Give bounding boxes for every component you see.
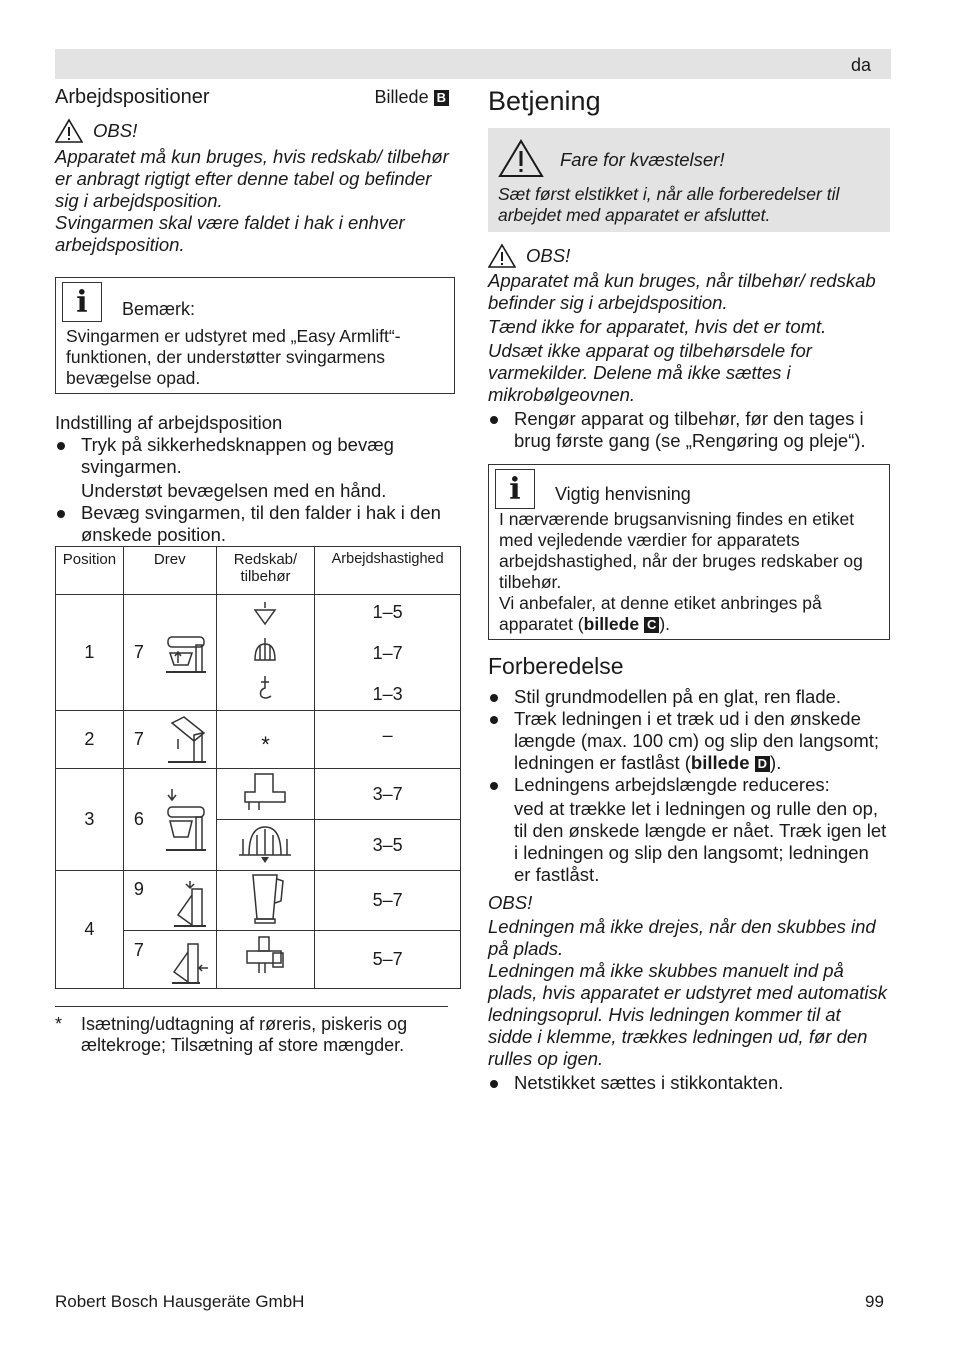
note-title: Vigtig henvisning	[555, 483, 691, 504]
tool-cell	[216, 595, 315, 711]
left-column	[55, 86, 455, 546]
drev-cell	[123, 769, 216, 871]
obs-paragraph: Udsæt ikke apparat og tilbehørsdele for varmekilder. Delene må ikke sættes i mikrobølgeovnen.	[488, 340, 812, 405]
note-title: Bemærk:	[122, 298, 196, 319]
page-number: 99	[865, 1292, 884, 1311]
speed-value: 1–7	[372, 642, 403, 663]
list-item: Tryk på sikkerhedsknappen og bevæg svingarmen.	[55, 434, 455, 478]
obs-paragraph: Apparatet må kun bruges, når tilbehør/ redskab befinder sig i arbejdsposition.	[488, 270, 876, 313]
obs-paragraph: Tænd ikke for apparatet, hvis det er tomt.	[488, 316, 827, 337]
footnote-mark: *	[55, 1014, 63, 1034]
subheading: Indstilling af arbejdsposition	[55, 412, 283, 433]
drev-cell	[123, 595, 216, 711]
list-item-extra: Understøt bevægelsen med en hånd.	[81, 480, 387, 501]
drev-value: 9	[133, 878, 144, 899]
obs-text: Apparatet må kun bruges, hvis redskab/ tilbehør er anbragt rigtigt efter denne tabel og befinder sig i arbejdsposition.	[55, 146, 449, 211]
tool-cell: *	[216, 711, 315, 769]
obs-label: OBS!	[526, 245, 571, 266]
drev-cell	[123, 871, 216, 931]
tool-cell	[216, 769, 315, 820]
tool-cell	[216, 931, 315, 989]
figure-ref: Billede B	[375, 87, 449, 108]
note-text-2: Vi anbefaler, at denne etiket anbringes på apparatet (billede C ).	[499, 593, 822, 634]
tools-icon	[245, 598, 285, 702]
header-bar	[55, 49, 891, 79]
speed-cell: 3–5	[315, 820, 461, 871]
obs-text-2: Svingarmen skal være faldet i hak i enhver arbejdsposition.	[55, 212, 405, 255]
list-item: Bevæg svingarmen, til den falder i hak i den ønskede position.	[55, 502, 455, 546]
figure-badge: D	[755, 756, 770, 772]
tool-cell	[216, 871, 315, 931]
obs-label: OBS!	[93, 120, 138, 141]
danger-text: Sæt først elstikket i, når alle forberedelser til arbejdet med apparatet er afsluttet.	[498, 184, 840, 225]
note-box	[55, 277, 455, 394]
mixer-down-icon	[162, 787, 210, 853]
prep-list	[488, 686, 890, 796]
footnote	[55, 1014, 435, 1056]
bullet-list	[488, 1072, 890, 1094]
danger-title: Fare for kvæstelser!	[560, 149, 725, 170]
speed-value: 1–5	[372, 601, 403, 622]
list-item: Rengør apparat og tilbehør, før den tages i brug første gang (se „Rengøring og pleje“).	[488, 408, 890, 452]
table-row	[56, 871, 461, 931]
drev-value: 7	[133, 642, 144, 662]
position-cell: 4	[56, 871, 124, 989]
mixer-front-icon	[170, 879, 210, 929]
speed-cell: 5–7	[315, 871, 461, 931]
table-row	[56, 711, 461, 769]
info-icon: i	[62, 282, 102, 322]
blender-icon	[245, 871, 285, 925]
drev-cell	[123, 711, 216, 769]
speed-cell: 5–7	[315, 931, 461, 989]
header-tool: Redskab/ tilbehør	[216, 547, 315, 595]
speed-cell	[315, 595, 461, 711]
drev-cell	[123, 931, 216, 989]
page-title: Betjening	[488, 86, 601, 116]
header-speed: Arbejdshastighed	[315, 547, 461, 595]
meat-grinder-icon	[237, 770, 293, 814]
figure-badge: B	[434, 90, 449, 106]
obs-label-2: OBS!	[488, 892, 533, 913]
list-item: Træk ledningen i et træk ud i den ønskede længde (max. 100 cm) og slip den langsomt; ledningen er fastlåst (billede D ).	[488, 708, 890, 774]
instruction-list-2	[55, 502, 455, 546]
obs-paragraph: Ledningen må ikke drejes, når den skubbes ind på plads.	[488, 916, 876, 959]
position-cell: 2	[56, 711, 124, 769]
obs-warning	[488, 242, 890, 270]
header-position: Position	[56, 547, 124, 595]
section-title: Arbejdspositioner	[55, 86, 210, 108]
list-item-extra: ved at trække let i ledningen og rulle den op, til den ønskede længde er nået. Træk igen let i ledningen og slip den langsomt; ledningen er fastlåst.	[514, 798, 887, 885]
footnote-text: Isætning/udtagning af røreris, piskeris og æltekroge; Tilsætning af store mængder.	[81, 1014, 408, 1055]
danger-box	[488, 128, 890, 232]
language-code: da	[850, 55, 871, 75]
note-text: Svingarmen er udstyret med „Easy Armlift“- funktionen, der understøtter svingarmens bevægelse opad.	[66, 326, 401, 388]
table-row	[56, 595, 461, 711]
mixer-raised-icon	[164, 715, 210, 765]
speed-cell: –	[315, 711, 461, 769]
citrus-press-icon	[235, 821, 295, 865]
instruction-list	[55, 434, 455, 478]
table-row	[56, 769, 461, 820]
footer-company: Robert Bosch Hausgeräte GmbH	[55, 1292, 305, 1311]
right-column	[488, 86, 890, 1094]
tool-cell	[216, 820, 315, 871]
warning-triangle-icon	[488, 243, 516, 269]
mixer-side-icon	[170, 940, 210, 986]
drev-value: 6	[133, 809, 144, 829]
warning-triangle-icon	[498, 138, 544, 178]
header-drev: Drev	[123, 547, 216, 595]
position-table	[55, 546, 461, 989]
mixer-up-icon	[162, 631, 210, 675]
obs-warning	[55, 118, 455, 144]
note-box	[488, 464, 890, 640]
drev-value: 7	[133, 939, 144, 960]
figure-badge: C	[644, 617, 659, 633]
list-item: Stil grundmodellen på en glat, ren flade.	[488, 686, 890, 708]
section-title: Forberedelse	[488, 653, 624, 679]
drev-value: 7	[133, 729, 144, 749]
speed-value: 1–3	[372, 683, 403, 704]
position-cell: 3	[56, 769, 124, 871]
list-item: Netstikket sættes i stikkontakten.	[488, 1072, 890, 1094]
position-cell: 1	[56, 595, 124, 711]
list-item: Ledningens arbejdslængde reduceres:	[488, 774, 890, 796]
divider	[55, 1006, 448, 1007]
warning-triangle-icon	[55, 118, 83, 144]
speed-cell: 3–7	[315, 769, 461, 820]
slicer-attachment-icon	[243, 935, 287, 979]
info-icon: i	[495, 469, 535, 509]
obs-paragraph: Ledningen må ikke skubbes manuelt ind på plads, hvis apparatet er udstyret med automatisk ledningsoprul. Hvis ledningen kommer til at sidde i klemme, trækkes ledningen ud, før den rulles op igen.	[488, 960, 887, 1069]
note-text: I nærværende brugsanvisning findes en etiket med vejledende værdier for apparatets arbejdshastighed, når der bruges redskaber og tilbehør.	[499, 509, 863, 592]
bullet-list	[488, 408, 890, 452]
